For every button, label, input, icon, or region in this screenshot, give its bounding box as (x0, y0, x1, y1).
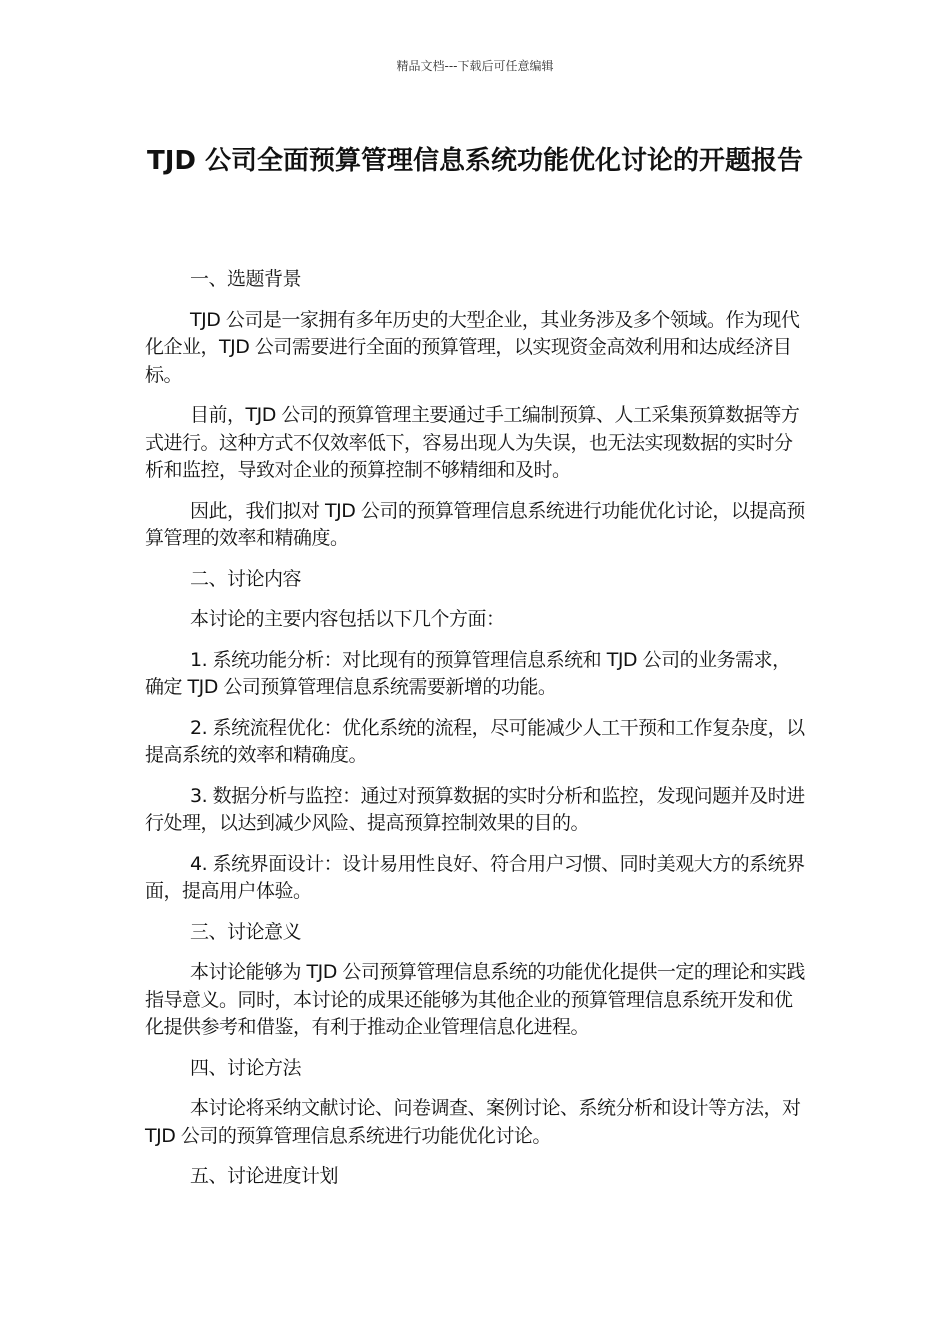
section-heading-background: 一、选题背景 (190, 268, 302, 290)
paragraph: 因此，我们拟对 TJD 公司的预算管理信息系统进行功能优化讨论，以提高预算管理的效率和精确度。 (145, 499, 805, 549)
list-item: 3. 数据分析与监控：通过对预算数据的实时分析和监控，发现问题并及时进行处理，以达到减少风险、提高预算控制效果的目的。 (145, 784, 805, 834)
section-heading-schedule: 五、讨论进度计划 (190, 1165, 339, 1187)
list-item: 2. 系统流程优化：优化系统的流程，尽可能减少人工干预和工作复杂度，以提高系统的效率和精确度。 (145, 716, 805, 766)
header-note: 精品文档---下载后可任意编辑 (396, 59, 554, 73)
paragraph: 本讨论的主要内容包括以下几个方面： (190, 608, 505, 630)
list-item: 4. 系统界面设计：设计易用性良好、符合用户习惯、同时美观大方的系统界面，提高用户体验。 (145, 852, 805, 902)
section-heading-content: 二、讨论内容 (190, 567, 302, 590)
section-heading-method: 四、讨论方法 (190, 1056, 302, 1079)
paragraph: 目前，TJD 公司的预算管理主要通过手工编制预算、人工采集预算数据等方式进行。这种方式不仅效率低下，容易出现人为失误，也无法实现数据的实时分析和监控，导致对企业的预算控制不够精细和及时。 (145, 404, 800, 481)
paragraph: TJD 公司是一家拥有多年历史的大型企业，其业务涉及多个领域。作为现代化企业，TJD 公司需要进行全面的预算管理，以实现资金高效利用和达成经济目标。 (145, 308, 800, 386)
document-body (145, 266, 807, 1204)
section-heading-significance: 三、讨论意义 (190, 920, 302, 943)
list-item: 1. 系统功能分析：对比现有的预算管理信息系统和 TJD 公司的业务需求，确定 TJD 公司预算管理信息系统需要新增的功能。 (145, 648, 791, 698)
document-title: TJD 公司全面预算管理信息系统功能优化讨论的开题报告 (146, 146, 804, 176)
paragraph: 本讨论将采纳文献讨论、问卷调查、案例讨论、系统分析和设计等方法，对 TJD 公司的预算管理信息系统进行功能优化讨论。 (145, 1097, 801, 1147)
paragraph: 本讨论能够为 TJD 公司预算管理信息系统的功能优化提供一定的理论和实践指导意义。同时，本讨论的成果还能够为其他企业的预算管理信息系统开发和优化提供参考和借鉴，有利于推动企业管理信息化进程。 (145, 961, 805, 1038)
